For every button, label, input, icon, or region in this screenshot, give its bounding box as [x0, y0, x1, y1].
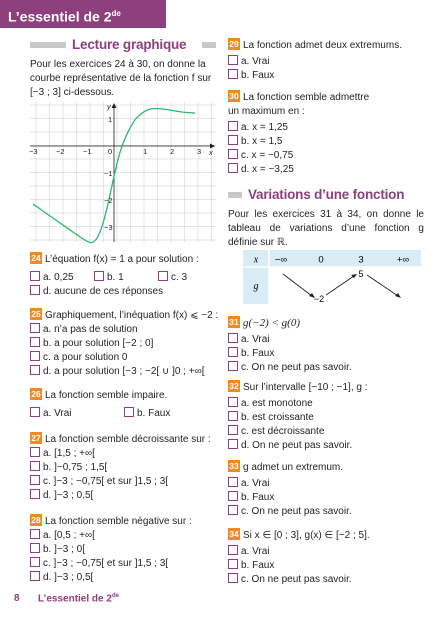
option-label: c. a pour solution 0 — [43, 352, 128, 363]
option-c[interactable] — [30, 557, 220, 571]
checkbox[interactable] — [124, 407, 134, 417]
checkbox[interactable] — [30, 271, 40, 281]
question-30 — [228, 90, 428, 177]
option-a[interactable] — [228, 333, 428, 347]
question-24 — [30, 252, 220, 299]
option-a[interactable] — [228, 477, 428, 491]
y-axis-arrow — [112, 103, 117, 108]
question-text: La fonction semble impaire. — [45, 390, 168, 401]
question-text-line2: un maximum en : — [228, 106, 305, 117]
question-28 — [30, 514, 220, 585]
footer-title: L’essentiel de 2 — [38, 593, 112, 605]
option-a[interactable] — [228, 121, 428, 135]
question-number: 31 — [229, 317, 239, 327]
checkbox[interactable] — [228, 559, 238, 569]
option-label: c. ]−3 ; −0,75[ et sur ]1,5 ; 3[ — [43, 476, 169, 487]
option-label: d. a pour solution [−3 ; −2[ ∪ ]0 ; +∞[ — [43, 366, 205, 377]
section-bar — [30, 42, 66, 48]
option-a[interactable] — [228, 55, 428, 69]
checkbox[interactable] — [94, 271, 104, 281]
checkbox[interactable] — [228, 425, 238, 435]
option-d[interactable] — [30, 365, 220, 379]
x-tick-label: 0 — [108, 147, 113, 156]
option-label: c. On ne peut pas savoir. — [241, 506, 352, 517]
y-tick-label: −1 — [104, 169, 113, 178]
checkbox[interactable] — [228, 121, 238, 131]
option-label: c. 3 — [171, 272, 188, 283]
checkbox[interactable] — [30, 571, 40, 581]
question-31 — [228, 316, 428, 375]
option-a[interactable] — [228, 545, 428, 559]
checkbox[interactable] — [30, 557, 40, 567]
question-number: 33 — [229, 461, 239, 471]
checkbox[interactable] — [30, 407, 40, 417]
question-number: 24 — [31, 253, 41, 263]
question-number: 30 — [229, 91, 239, 101]
question-text: La fonction semble négative sur : — [45, 516, 192, 527]
checkbox[interactable] — [30, 365, 40, 375]
option-label: b. x = 1,5 — [241, 136, 283, 147]
option-label: d. ]−3 ; 0,5[ — [43, 490, 94, 501]
checkbox[interactable] — [228, 55, 238, 65]
x-tick-label: 3 — [197, 147, 202, 156]
y-tick-label: −2 — [104, 196, 113, 205]
checkbox[interactable] — [30, 529, 40, 539]
function-graph — [30, 102, 216, 242]
question-text: g(−2) < g(0) — [243, 317, 300, 329]
table-x-label: x — [253, 254, 259, 266]
question-text-line1: La fonction semble admettre — [243, 92, 370, 103]
table-g-label: g — [253, 281, 259, 292]
question-text: Si x ∈ [0 ; 3], g(x) ∈ [−2 ; 5]. — [243, 530, 370, 541]
table-min-value: −2 — [313, 294, 325, 304]
option-label: c. x = −0,75 — [241, 150, 294, 161]
option-label: a. [1,5 ; +∞[ — [43, 448, 95, 459]
page-footer — [0, 590, 190, 612]
option-b[interactable] — [30, 337, 220, 351]
page-number: 8 — [14, 593, 20, 604]
question-number: 32 — [229, 381, 239, 391]
y-axis-label: y — [107, 102, 111, 111]
option-c[interactable] — [228, 573, 428, 587]
checkbox[interactable] — [30, 323, 40, 333]
question-text: L’équation f(x) = 1 a pour solution : — [45, 254, 199, 265]
checkbox[interactable] — [228, 439, 238, 449]
option-d[interactable] — [30, 489, 220, 503]
checkbox[interactable] — [228, 491, 238, 501]
checkbox[interactable] — [228, 163, 238, 173]
checkbox[interactable] — [228, 573, 238, 583]
x-tick-label: 1 — [143, 147, 148, 156]
section-bar — [228, 192, 242, 198]
arrow-increasing — [326, 276, 354, 295]
checkbox[interactable] — [228, 397, 238, 407]
x-tick-label: −2 — [56, 147, 65, 156]
table-x-value: −∞ — [274, 254, 288, 266]
table-x-value: +∞ — [396, 254, 410, 266]
option-d[interactable] — [228, 163, 428, 177]
chapter-banner — [0, 0, 166, 28]
table-max-value: 5 — [358, 269, 364, 279]
checkbox[interactable] — [30, 543, 40, 553]
option-d[interactable] — [30, 571, 220, 585]
checkbox[interactable] — [228, 411, 238, 421]
footer-title-sup: de — [111, 593, 119, 599]
option-label: b. Faux — [241, 348, 275, 359]
question-32 — [228, 380, 428, 453]
checkbox[interactable] — [158, 271, 168, 281]
checkbox[interactable] — [228, 361, 238, 371]
question-text: Graphiquement, l’inéquation f(x) ⩽ −2 : — [45, 310, 219, 321]
option-b[interactable] — [228, 135, 428, 149]
checkbox[interactable] — [228, 545, 238, 555]
option-a[interactable] — [30, 323, 220, 337]
question-26 — [30, 388, 220, 421]
option-a[interactable] — [30, 271, 74, 285]
option-c[interactable] — [228, 425, 428, 439]
checkbox[interactable] — [228, 135, 238, 145]
checkbox[interactable] — [30, 285, 40, 295]
option-b[interactable] — [228, 69, 428, 83]
question-29 — [228, 38, 428, 83]
x-axis-label: x — [209, 148, 213, 157]
question-34 — [228, 528, 428, 587]
option-b[interactable] — [124, 407, 170, 421]
checkbox[interactable] — [30, 461, 40, 471]
option-a[interactable] — [30, 407, 72, 421]
option-b[interactable] — [30, 543, 220, 557]
table-x-value: 3 — [358, 254, 364, 266]
x-tick-label: 2 — [170, 147, 175, 156]
y-tick-label: 1 — [108, 115, 113, 124]
option-c[interactable] — [30, 351, 220, 365]
option-label: a. Vrai — [241, 56, 270, 67]
y-tick-label: −3 — [104, 223, 113, 232]
option-label: d. aucune de ces réponses — [43, 286, 164, 297]
option-b[interactable] — [30, 461, 220, 475]
checkbox[interactable] — [228, 505, 238, 515]
question-number: 29 — [229, 39, 239, 49]
section-intro — [228, 208, 424, 250]
option-label: b. a pour solution [−2 ; 0] — [43, 338, 154, 349]
option-label: c. ]−3 ; −0,75[ et sur ]1,5 ; 3[ — [43, 558, 169, 569]
option-c[interactable] — [228, 149, 428, 163]
option-a[interactable] — [30, 529, 220, 543]
question-33 — [228, 460, 428, 519]
x-tick-label: −3 — [29, 147, 38, 156]
option-b[interactable] — [228, 491, 428, 505]
option-label: c. On ne peut pas savoir. — [241, 574, 352, 585]
option-label: c. On ne peut pas savoir. — [241, 362, 352, 373]
variation-table — [243, 250, 421, 304]
checkbox[interactable] — [30, 351, 40, 361]
question-number: 26 — [31, 389, 41, 399]
section-intro-text: Pour les exercices 31 à 34, on donne le tableau de variations d’une fonction g définie sur ℝ. — [228, 209, 424, 248]
arrow-decreasing — [283, 274, 312, 296]
checkbox[interactable] — [228, 477, 238, 487]
question-number: 27 — [31, 433, 41, 443]
section-lecture-graphique — [30, 36, 216, 54]
option-b[interactable] — [94, 271, 124, 285]
option-label: a. Vrai — [241, 478, 270, 489]
section-intro — [30, 58, 216, 100]
option-label: c. est décroissante — [241, 426, 325, 437]
option-label: a. Vrai — [241, 334, 270, 345]
option-label: d. x = −3,25 — [241, 164, 294, 175]
option-b[interactable] — [228, 347, 428, 361]
question-number: 25 — [31, 309, 41, 319]
table-x-value: 0 — [318, 254, 324, 266]
question-27 — [30, 432, 220, 503]
checkbox[interactable] — [30, 447, 40, 457]
option-c[interactable] — [228, 361, 428, 375]
option-a[interactable] — [228, 397, 428, 411]
option-a[interactable] — [30, 447, 220, 461]
option-label: d. On ne peut pas savoir. — [241, 440, 353, 451]
option-label: a. est monotone — [241, 398, 313, 409]
option-label: a. [0,5 ; +∞[ — [43, 530, 95, 541]
option-label: b. Faux — [241, 492, 275, 503]
checkbox[interactable] — [228, 333, 238, 343]
option-label: a. Vrai — [241, 546, 270, 557]
option-label: b. ]−0,75 ; 1,5[ — [43, 462, 108, 473]
graph-tick-labels — [29, 102, 213, 232]
checkbox[interactable] — [228, 149, 238, 159]
footer-text — [38, 593, 119, 604]
chapter-title-sup: de — [111, 9, 121, 18]
checkbox[interactable] — [30, 475, 40, 485]
option-c[interactable] — [228, 505, 428, 519]
question-number: 28 — [31, 515, 41, 525]
option-c[interactable] — [30, 475, 220, 489]
section-intro-text: Pour les exercices 24 à 30, on donne la courbe représentative de la fonction f sur [−3 ; 3] ci-dessous. — [30, 59, 212, 98]
option-b[interactable] — [228, 411, 428, 425]
option-label: d. ]−3 ; 0,5[ — [43, 572, 94, 583]
option-d[interactable] — [30, 285, 220, 299]
option-label: b. Faux — [241, 560, 275, 571]
question-text: Sur l’intervalle [−10 ; −1], g : — [243, 382, 368, 393]
checkbox[interactable] — [30, 489, 40, 499]
option-c[interactable] — [158, 271, 187, 285]
section-variations — [228, 186, 424, 204]
option-label: b. ]−3 ; 0[ — [43, 544, 85, 555]
question-25 — [30, 308, 220, 379]
question-text: La fonction semble décroissante sur : — [45, 434, 211, 445]
checkbox[interactable] — [228, 69, 238, 79]
x-tick-label: −1 — [83, 147, 92, 156]
question-text: g admet un extremum. — [243, 462, 344, 473]
chapter-title: L’essentiel de 2 — [8, 8, 112, 25]
checkbox[interactable] — [228, 347, 238, 357]
arrow-decreasing — [367, 275, 398, 296]
checkbox[interactable] — [30, 337, 40, 347]
section-title: Variations d’une fonction — [248, 187, 405, 202]
option-label: b. Faux — [137, 408, 171, 419]
question-number: 34 — [229, 529, 239, 539]
option-d[interactable] — [228, 439, 428, 453]
section-title: Lecture graphique — [72, 37, 187, 52]
option-label: a. 0,25 — [43, 272, 74, 283]
option-label: b. Faux — [241, 70, 275, 81]
option-label: a. n’a pas de solution — [43, 324, 138, 335]
option-label: a. Vrai — [43, 408, 72, 419]
option-label: a. x = 1,25 — [241, 122, 288, 133]
question-text: La fonction admet deux extremums. — [243, 40, 402, 51]
option-label: b. 1 — [107, 272, 124, 283]
option-label: b. est croissante — [241, 412, 314, 423]
option-b[interactable] — [228, 559, 428, 573]
section-bar — [202, 42, 216, 48]
